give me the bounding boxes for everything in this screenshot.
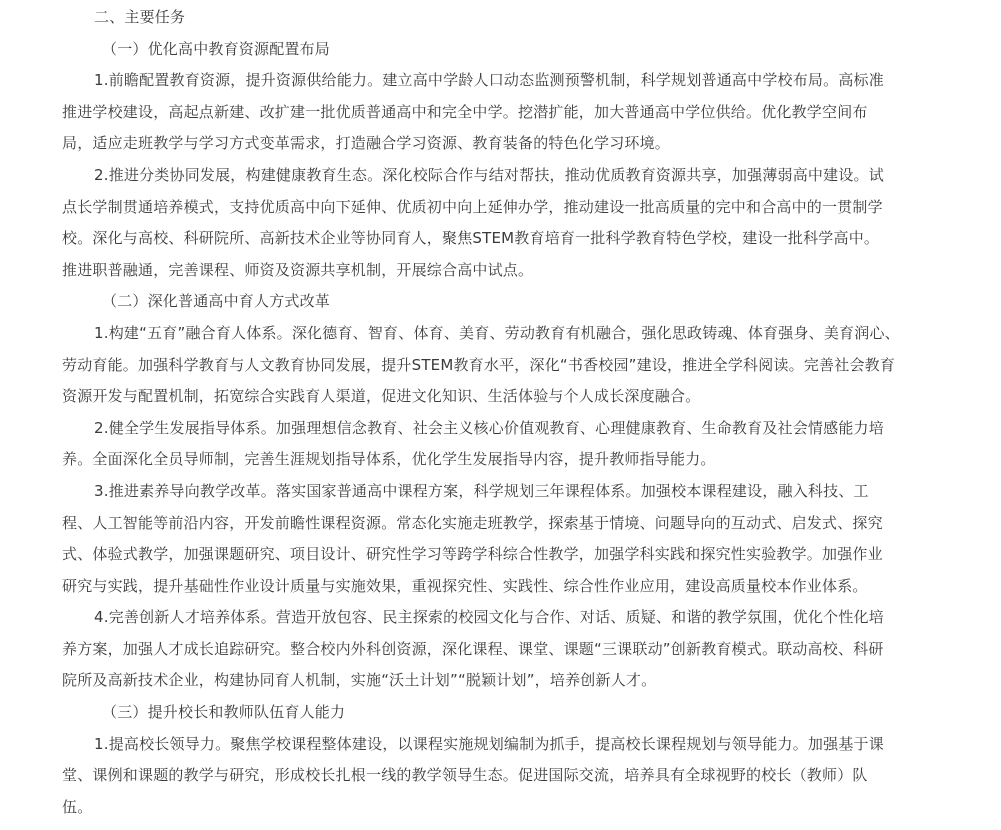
section-heading-main-tasks: 二、主要任务 <box>94 8 186 26</box>
paragraph-line: 2.健全学生发展指导体系。加强理想信念教育、社会主义核心价值观教育、心理健康教育、生命教育及社会情感能力培 <box>94 418 884 437</box>
paragraph-line: 1.构建“五育”融合育人体系。深化德育、智育、体育、美育、劳动教育有机融合，强化思政铸魂、体育强身、美育润心、 <box>94 323 900 342</box>
paragraph-line: 程、人工智能等前沿内容，开发前瞻性课程资源。常态化实施走班教学，探索基于情境、问题导向的互动式、启发式、探究 <box>62 513 883 532</box>
paragraph-line: 资源开发与配置机制，拓宽综合实践育人渠道，促进文化知识、生活体验与个人成长深度融合。 <box>62 387 701 406</box>
paragraph-line: 1.提高校长领导力。聚焦学校课程整体建设，以课程实施规划编制为抓手，提高校长课程规划与领导能力。加强基于课 <box>94 734 884 753</box>
paragraph-line: 伍。 <box>62 797 93 816</box>
subsection-heading-2: （二）深化普通高中育人方式改革 <box>102 292 331 311</box>
document-body <box>62 2 940 823</box>
paragraph-line: 劳动育能。加强科学教育与人文教育协同发展，提升STEM教育水平，深化“书香校园”建设，推进全学科阅读。完善社会教育 <box>62 355 896 374</box>
paragraph-line: 4.完善创新人才培养体系。营造开放包容、民主探索的校园文化与合作、对话、质疑、和谐的教学氛围，优化个性化培 <box>94 608 884 627</box>
paragraph-line: 1.前瞻配置教育资源，提升资源供给能力。建立高中学龄人口动态监测预警机制，科学规划普通高中学校布局。高标准 <box>94 71 884 90</box>
subsection-heading-1: （一）优化高中教育资源配置布局 <box>102 39 331 58</box>
paragraph-line: 2.推进分类协同发展，构建健康教育生态。深化校际合作与结对帮扶，推动优质教育资源共享，加强薄弱高中建设。试 <box>94 165 884 184</box>
paragraph-line: 养方案，加强人才成长追踪研究。整合校内外科创资源，深化课程、课堂、课题“三课联动”创新教育模式。联动高校、科研 <box>62 639 884 658</box>
paragraph-line: 局，适应走班教学与学习方式变革需求，打造融合学习资源、教育装备的特色化学习环境。 <box>62 134 671 153</box>
paragraph-line: 研究与实践，提升基础性作业设计质量与实施效果，重视探究性、实践性、综合性作业应用，建设高质量校本作业体系。 <box>62 576 868 595</box>
paragraph-line: 点长学制贯通培养模式，支持优质高中向下延伸、优质初中向上延伸办学，推动建设一批高质量的完中和合高中的一贯制学 <box>62 197 883 216</box>
paragraph-line: 院所及高新技术企业，构建协同育人机制，实施“沃土计划”“脱颖计划”，培养创新人才。 <box>62 671 657 690</box>
paragraph-line: 校。深化与高校、科研院所、高新技术企业等协同育人，聚焦STEM教育培育一批科学教育特色学校，建设一批科学高中。 <box>62 229 880 248</box>
paragraph-line: 推进学校建设，高起点新建、改扩建一批优质普通高中和完全中学。挖潜扩能，加大普通高中学位供给。优化教学空间布 <box>62 102 868 121</box>
paragraph-line: 养。全面深化全员导师制，完善生涯规划指导体系，优化学生发展指导内容，提升教师指导能力。 <box>62 450 716 469</box>
paragraph-line: 3.推进素养导向教学改革。落实国家普通高中课程方案，科学规划三年课程体系。加强校本课程建设，融入科技、工 <box>94 481 869 500</box>
paragraph-line: 推进职普融通，完善课程、师资及资源共享机制，开展综合高中试点。 <box>62 260 534 279</box>
paragraph-line: 堂、课例和课题的教学与研究，形成校长扎根一线的教学领导生态。促进国际交流，培养具有全球视野的校长（教师）队 <box>62 766 868 785</box>
paragraph-line: 式、体验式教学，加强课题研究、项目设计、研究性学习等跨学科综合性教学，加强学科实践和探究性实验教学。加强作业 <box>62 545 883 564</box>
subsection-heading-3: （三）提升校长和教师队伍育人能力 <box>102 703 346 722</box>
